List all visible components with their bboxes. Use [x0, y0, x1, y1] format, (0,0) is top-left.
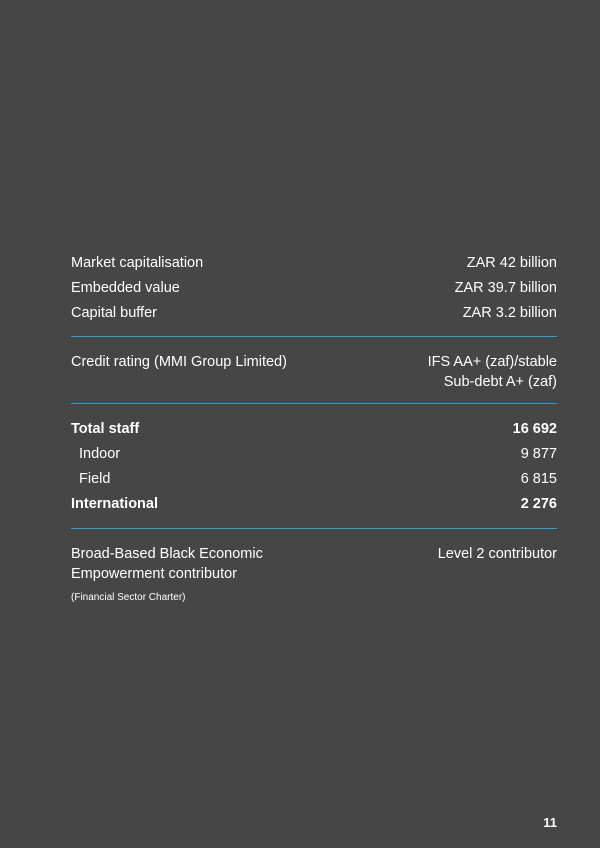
international-staff-value: 2 276 — [520, 496, 557, 512]
bbbee-label-line1: Broad-Based Black Economic — [71, 546, 263, 562]
bbbee-note: (Financial Sector Charter) — [71, 592, 186, 603]
section-divider — [71, 336, 557, 337]
bbbee-label — [71, 544, 263, 605]
section-divider — [71, 528, 557, 529]
section-divider — [71, 403, 557, 404]
capital-buffer-row — [71, 301, 557, 326]
embedded-value-row — [71, 276, 557, 301]
international-staff-label: International — [71, 496, 159, 512]
indoor-staff-label: Indoor — [79, 446, 121, 462]
bbbee-label-line2: Empowerment contributor — [71, 566, 238, 582]
capital-buffer-label: Capital buffer — [71, 305, 157, 321]
field-staff-row — [71, 467, 557, 492]
credit-rating-value — [428, 352, 557, 392]
field-staff-label: Field — [79, 471, 111, 487]
total-staff-row — [71, 417, 557, 442]
capital-buffer-value: ZAR 3.2 billion — [462, 305, 557, 321]
market-cap-label: Market capitalisation — [71, 255, 204, 271]
indoor-staff-row — [71, 442, 557, 467]
embedded-value-label: Embedded value — [71, 280, 180, 296]
international-staff-row — [71, 492, 557, 517]
total-staff-value: 16 692 — [512, 421, 557, 437]
credit-rating-label: Credit rating (MMI Group Limited) — [71, 354, 287, 370]
credit-rating-row — [71, 352, 557, 392]
market-cap-value: ZAR 42 billion — [466, 255, 557, 271]
credit-rating-ifs: IFS AA+ (zaf)/stable — [427, 354, 557, 370]
key-facts-panel — [71, 251, 557, 605]
embedded-value-value: ZAR 39.7 billion — [454, 280, 557, 296]
credit-rating-subdebt: Sub-debt A+ (zaf) — [443, 374, 557, 390]
market-cap-row — [71, 251, 557, 276]
total-staff-label: Total staff — [71, 421, 140, 437]
bbbee-row — [71, 544, 557, 605]
field-staff-value: 6 815 — [520, 471, 557, 487]
indoor-staff-value: 9 877 — [520, 446, 557, 462]
bbbee-value: Level 2 contributor — [437, 546, 557, 562]
page-number: 11 — [543, 815, 557, 830]
